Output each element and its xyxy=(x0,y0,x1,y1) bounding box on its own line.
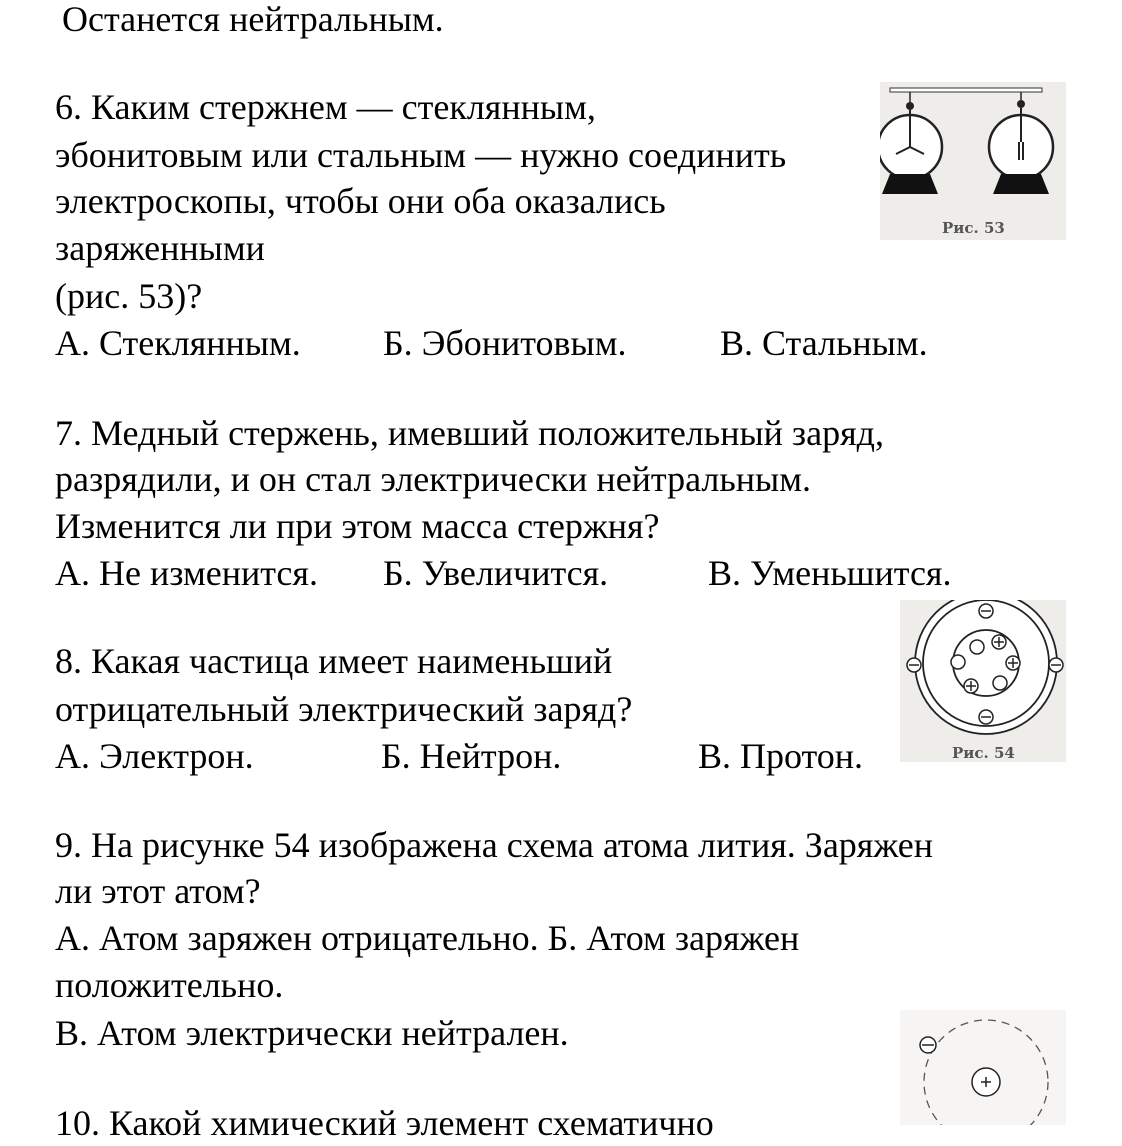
figure-54-label: Рис. 54 xyxy=(952,744,1015,762)
q6-line-2: эбонитовым или стальным — нужно соединить xyxy=(55,135,787,175)
q9-line-4: положительно. xyxy=(55,965,284,1005)
figure-54-lithium-atom xyxy=(900,600,1066,762)
figure-53-electroscopes xyxy=(880,82,1066,240)
q6-option-v: В. Стальным. xyxy=(720,323,928,363)
q6-option-a: А. Стеклянным. xyxy=(55,323,301,363)
q10-line-1: 10. Какой химический элемент схематично xyxy=(55,1103,714,1143)
q6-line-5: (рис. 53)? xyxy=(55,276,203,316)
q7-option-v: В. Уменьшится. xyxy=(708,553,952,593)
q9-line-2: ли этот атом? xyxy=(55,871,261,911)
q8-line-1: 8. Какая частица имеет наименьший xyxy=(55,641,613,681)
q7-line-3: Изменится ли при этом масса стержня? xyxy=(55,506,660,546)
q6-line-4: заряженными xyxy=(55,228,265,268)
q9-line-5: В. Атом электрически нейтрален. xyxy=(55,1013,569,1053)
q6-line-1: 6. Каким стержнем — стеклянным, xyxy=(55,87,596,127)
q7-line-1: 7. Медный стержень, имевший положительный заряд, xyxy=(55,413,884,453)
q8-option-a: А. Электрон. xyxy=(55,736,254,776)
q7-option-b: Б. Увеличится. xyxy=(383,553,609,593)
q7-line-2: разрядили, и он стал электрически нейтральным. xyxy=(55,459,812,499)
q8-line-2: отрицательный электрический заряд? xyxy=(55,689,633,729)
q6-line-3: электроскопы, чтобы они оба оказались xyxy=(55,181,666,221)
q8-option-b: Б. Нейтрон. xyxy=(381,736,562,776)
q9-line-3: А. Атом заряжен отрицательно. Б. Атом заряжен xyxy=(55,918,800,958)
q7-option-a: А. Не изменится. xyxy=(55,553,318,593)
previous-answer: Останется нейтральным. xyxy=(62,0,444,39)
q9-line-1: 9. На рисунке 54 изображена схема атома лития. Заряжен xyxy=(55,825,934,865)
q6-option-b: Б. Эбонитовым. xyxy=(383,323,627,363)
q8-option-v: В. Протон. xyxy=(698,736,864,776)
partial-atom-figure xyxy=(900,1010,1066,1125)
figure-53-label: Рис. 53 xyxy=(942,219,1005,237)
